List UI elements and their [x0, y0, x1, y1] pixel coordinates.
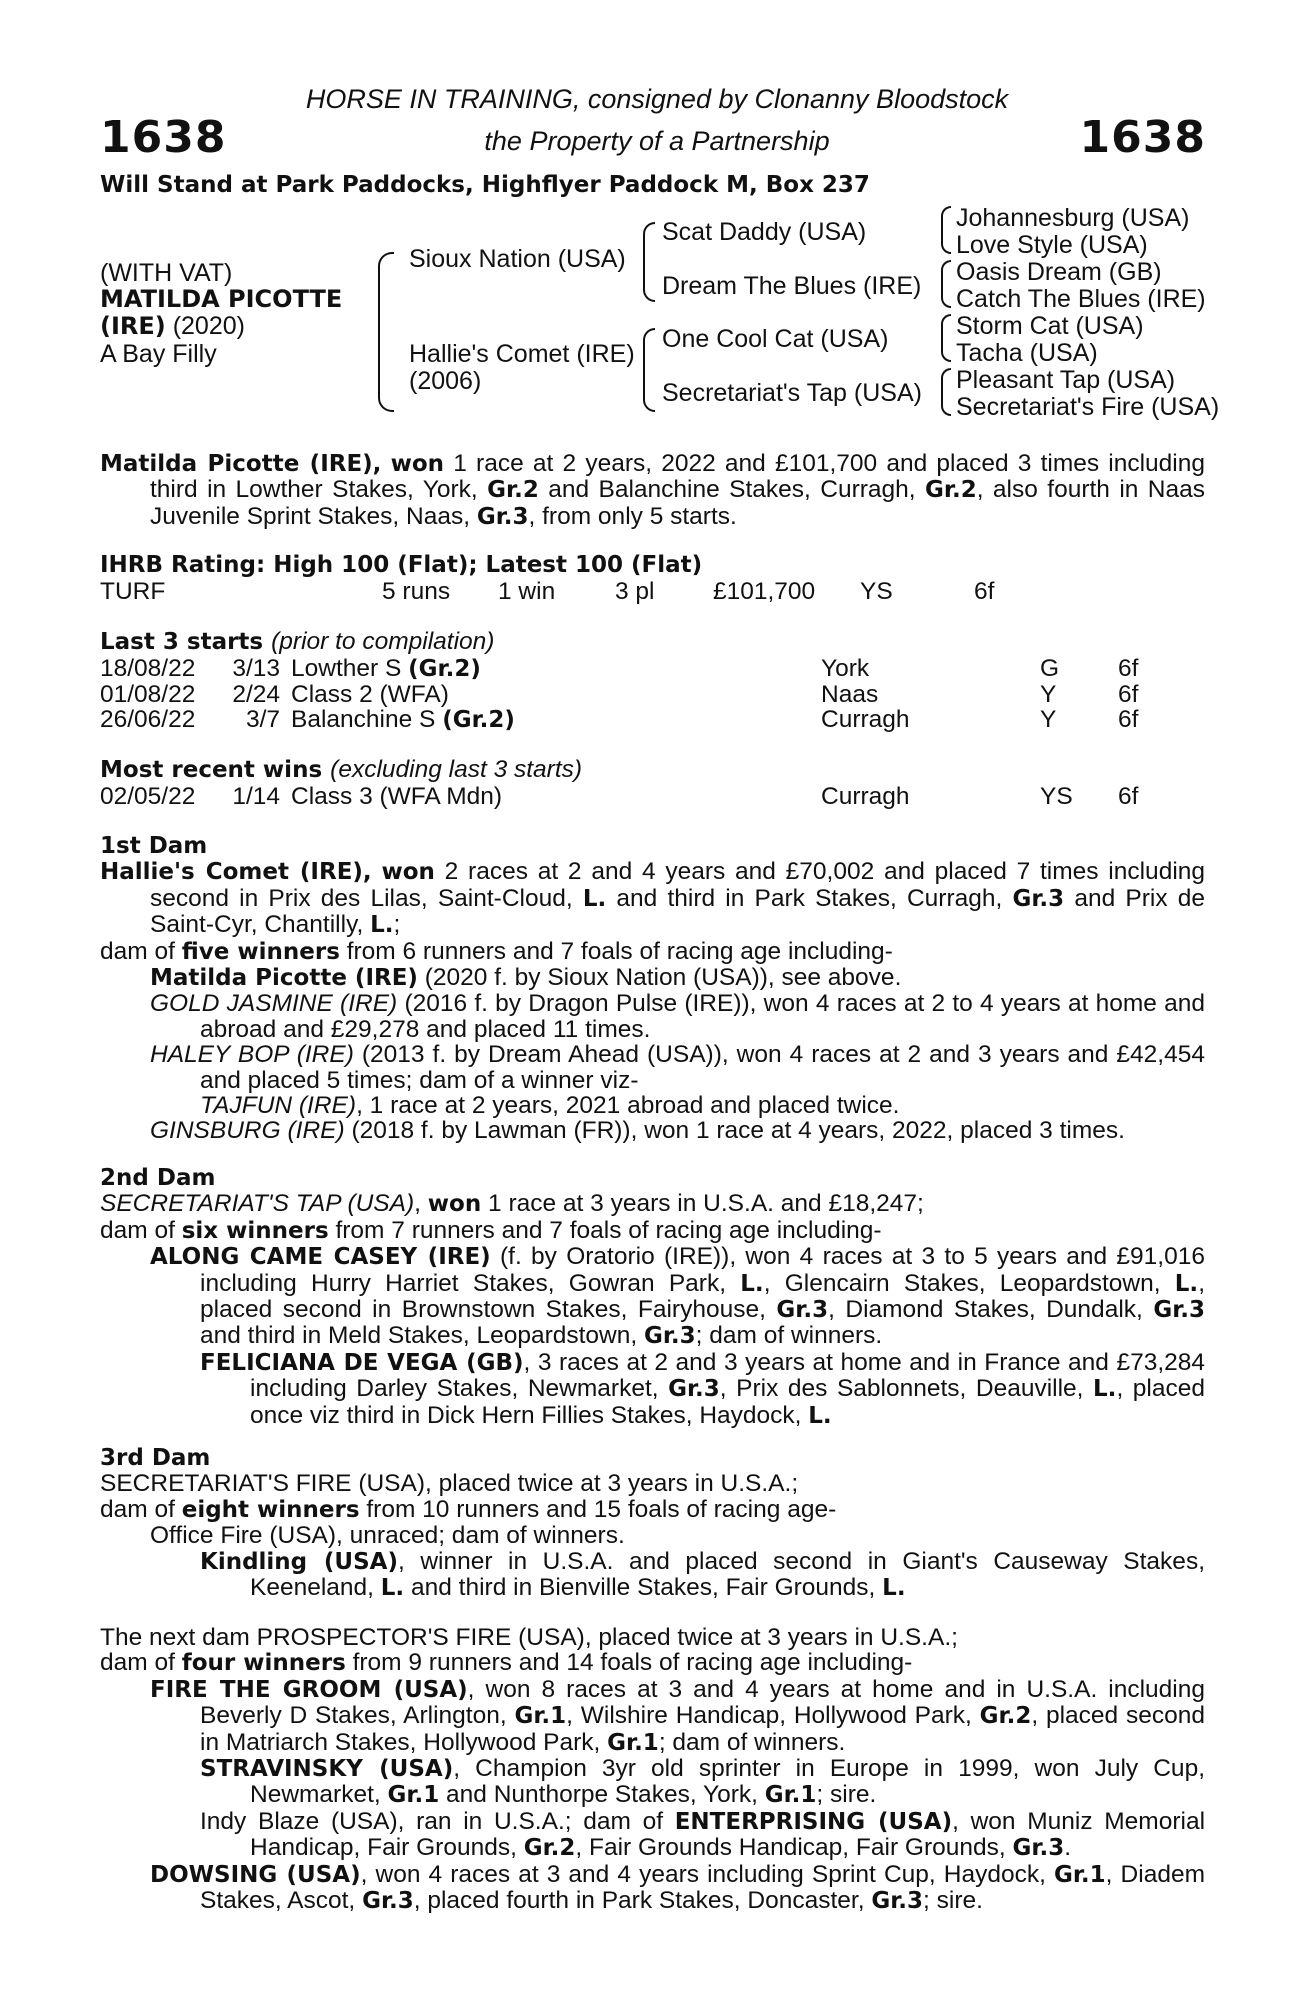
- recent-win-date: 02/05/22: [100, 783, 196, 811]
- last-start-race-name: Lowther S: [291, 655, 409, 683]
- last-start-row: [100, 655, 1205, 683]
- grade-badge: Gr.2: [925, 477, 977, 504]
- last-starts-heading: [100, 629, 1205, 655]
- listed-badge: L.: [380, 1575, 405, 1602]
- last-starts-title: Last 3 starts: [100, 629, 264, 655]
- brace-g4: [941, 368, 951, 416]
- property-line: the Property of a Partnership: [484, 126, 830, 156]
- dam-text: and Prix de Saint-Cyr, Chantilly,: [150, 884, 1205, 939]
- dam-won: won: [427, 1191, 482, 1218]
- dam-of-text: from 9 runners and 14 foals of racing age including-: [345, 1649, 913, 1677]
- grade-badge: Gr.3: [1153, 1297, 1205, 1324]
- dam-name: SECRETARIAT'S TAP (USA): [100, 1190, 415, 1218]
- summary-horse-name: Matilda Picotte (IRE),: [100, 451, 382, 477]
- rating-going: YS: [860, 578, 893, 606]
- consignor-line: HORSE IN TRAINING, consigned by Clonanny Bloodstock: [305, 84, 1009, 114]
- offspring-name: GOLD JASMINE (IRE): [150, 990, 398, 1018]
- grade-badge: Gr.2: [979, 1703, 1032, 1730]
- dam-of-text: dam of: [100, 1216, 182, 1244]
- offspring-name: FIRE THE GROOM (USA): [150, 1676, 468, 1703]
- first-dam: [100, 834, 1205, 1144]
- listed-badge: L.: [882, 1575, 906, 1602]
- offspring-text: (2013 f. by Dream Ahead (USA)), won 4 races at 2 and 3 years and £42,454 and placed 5 times; dam of a winner viz-: [200, 1041, 1205, 1094]
- offspring-entry: [100, 1118, 1205, 1143]
- rating-placed: 3 pl: [615, 578, 655, 606]
- grand-offspring-entry: FELICIANA DE VEGA (GB), 3 races at 2 and 3 years at home and in France and £73,284 including Darley Stakes, Newmarket, Gr.3, Prix des Sablonnets, Deauville, L., placed once viz third in Dick Hern Fillies Stakes, Haydock, L.: [200, 1348, 1206, 1429]
- lot-number-right: 1638: [1079, 112, 1206, 163]
- last-start-race-name: Balanchine S: [291, 706, 443, 734]
- offspring-name: GINSBURG (IRE): [150, 1117, 345, 1145]
- summary-text: , from only 5 starts.: [528, 502, 737, 530]
- grade-badge: Gr.3: [871, 1888, 924, 1915]
- last-start-dist: 6f: [1118, 706, 1139, 734]
- vat-note: (WITH VAT): [100, 259, 233, 287]
- offspring-name: DOWSING (USA): [150, 1861, 361, 1888]
- last-start-race: Class 2 (WFA): [291, 680, 449, 708]
- summary-text: 1 race at 2 years, 2022 and £101,700 and placed 3 times including third in Lowther Stakes, York,: [150, 450, 1205, 504]
- grade-badge: (Gr.2): [408, 656, 481, 683]
- summary-text: and Balanchine Stakes, Curragh,: [538, 476, 926, 504]
- rating-wins: 1 win: [498, 578, 556, 606]
- dam-sire: One Cool Cat (USA): [662, 325, 889, 353]
- last-start-pos: 3/7: [245, 706, 280, 734]
- last-start-date: 01/08/22: [100, 680, 196, 708]
- gg-8: Secretariat's Fire (USA): [956, 393, 1220, 421]
- last-start-race: [291, 706, 515, 734]
- second-dam-heading: 2nd Dam: [100, 1165, 216, 1191]
- gg-1: Johannesburg (USA): [956, 204, 1190, 232]
- winners-count: eight winners: [181, 1496, 360, 1523]
- grade-badge: Gr.3: [476, 503, 529, 530]
- last-start-race: [291, 655, 481, 683]
- offspring-text: (2016 f. by Dragon Pulse (IRE)), won 4 races at 2 to 4 years at home and abroad and £29,278 and placed 11 times.: [200, 990, 1205, 1043]
- summary-text: , also fourth in Naas Juvenile Sprint Stakes, Naas,: [150, 476, 1206, 530]
- grade-badge: Gr.1: [387, 1782, 440, 1809]
- gg-6: Tacha (USA): [956, 339, 1098, 367]
- brace-sire: [643, 222, 655, 302]
- grand-offspring-entry: Kindling (USA), winner in U.S.A. and placed second in Giant's Causeway Stakes, Keeneland, L. and third in Bienville Stakes, Fair Grounds, L.: [200, 1547, 1205, 1602]
- horse-name: MATILDA PICOTTE: [100, 285, 343, 313]
- stand-location: Will Stand at Park Paddocks, Highflyer Paddock M, Box 237: [100, 172, 870, 198]
- offspring-text: , 1 race at 2 years, 2021 abroad and placed twice.: [356, 1092, 900, 1120]
- offspring-name: TAJFUN (IRE): [200, 1092, 357, 1120]
- offspring-text: (2018 f. by Lawman (FR)), won 1 race at 4 years, 2022, placed 3 times.: [344, 1117, 1125, 1145]
- grade-badge: Gr.3: [668, 1376, 720, 1403]
- recent-win-going: YS: [1040, 783, 1073, 811]
- last-starts-rows: [100, 655, 1205, 734]
- dam-of-text: dam of: [100, 1649, 182, 1677]
- offspring-name: STRAVINSKY (USA): [200, 1756, 454, 1783]
- grade-badge: (Gr.2): [442, 707, 515, 734]
- grade-badge: Gr.1: [1053, 1861, 1106, 1888]
- summary-paragraph: [100, 451, 1205, 530]
- dam-of-text: dam of: [100, 937, 182, 965]
- winners-count: five winners: [181, 938, 340, 965]
- grand-offspring-entry: [100, 1093, 1205, 1118]
- grade-badge: Gr.3: [776, 1297, 829, 1324]
- recent-wins-heading: [100, 757, 1205, 783]
- recent-wins-rows: [100, 783, 1205, 811]
- horse-origin: [100, 312, 245, 341]
- dam-year: (2006): [409, 367, 482, 395]
- listed-badge: L.: [582, 885, 607, 912]
- last-start-dist: 6f: [1118, 655, 1139, 683]
- grand-offspring-entry: STRAVINSKY (USA), Champion 3yr old sprinter in Europe in 1999, won July Cup, Newmarket, Gr.1 and Nunthorpe Stakes, York, Gr.1; sire.: [200, 1755, 1205, 1809]
- listed-badge: L.: [1093, 1376, 1117, 1403]
- offspring-entry: Office Fire (USA), unraced; dam of winners.: [150, 1522, 625, 1550]
- grade-badge: Gr.1: [514, 1703, 567, 1730]
- dam-text: ;: [393, 911, 401, 939]
- listed-badge: L.: [740, 1270, 764, 1297]
- last-start-date: 26/06/22: [100, 706, 196, 734]
- dam-of-text: from 7 runners and 7 foals of racing age including-: [328, 1216, 882, 1244]
- dam-text: 1 race at 3 years in U.S.A. and £18,247;: [481, 1190, 924, 1218]
- grade-badge: Gr.2: [523, 1835, 576, 1862]
- fourth-dam-record: The next dam PROSPECTOR'S FIRE (USA), placed twice at 3 years in U.S.A.;: [100, 1624, 958, 1651]
- dam-name: Hallie's Comet (IRE),: [100, 859, 372, 886]
- rating-distance: 6f: [974, 578, 995, 606]
- race-summary: [100, 451, 1205, 530]
- grade-badge: Gr.1: [764, 1782, 817, 1809]
- dam-of-text: from 6 runners and 7 foals of racing age including-: [339, 937, 893, 965]
- sire-sire: Scat Daddy (USA): [662, 218, 867, 246]
- first-dam-record: [100, 859, 1205, 938]
- last-start-date: 18/08/22: [100, 655, 196, 683]
- lot-number-left: 1638: [100, 112, 227, 163]
- gg-5: Storm Cat (USA): [956, 312, 1144, 340]
- rating-surface: TURF: [100, 578, 166, 606]
- dam-text: ,: [414, 1190, 428, 1218]
- last-start-course: York: [821, 655, 870, 683]
- recent-win-dist: 6f: [1118, 783, 1139, 811]
- grade-badge: Gr.3: [643, 1323, 696, 1350]
- last-starts-note: (prior to compilation): [271, 628, 495, 655]
- brace-g3: [941, 314, 951, 362]
- winners-count: six winners: [181, 1217, 329, 1244]
- third-dam-heading: 3rd Dam: [100, 1445, 211, 1471]
- horse-year: (2020): [172, 312, 245, 340]
- second-dam-produce: [100, 1218, 1205, 1244]
- offspring-entry: ALONG CAME CASEY (IRE) (f. by Oratorio (IRE)), won 4 races at 3 to 5 years and £91,016 including Hurry Harriet Stakes, Gowran Park, L., Glencairn Stakes, Leopardstown, L., placed second in Brownstown Stakes, Fairyhouse, Gr.3, Diamond Stakes, Dundalk, Gr.3 and third in Meld Stakes, Leopardstown, Gr.3; dam of winners.: [150, 1243, 1205, 1350]
- rating-runs: 5 runs: [382, 578, 451, 606]
- sire: Sioux Nation (USA): [409, 245, 626, 273]
- recent-win-course: Curragh: [821, 783, 910, 811]
- rating-earnings: £101,700: [713, 578, 816, 606]
- horse-country: (IRE): [100, 312, 166, 340]
- offspring-name: ENTERPRISING (USA): [674, 1808, 953, 1835]
- dam-text: 2 races at 2 and 4 years and £70,002 and placed 7 times including second in Prix des Lilas, Saint-Cloud,: [150, 858, 1206, 912]
- recent-wins-note: (excluding last 3 starts): [330, 756, 583, 783]
- offspring-text: (2020 f. by Sioux Nation (USA)), see above.: [417, 964, 902, 992]
- gg-2: Love Style (USA): [956, 231, 1148, 259]
- last-starts: [100, 629, 1205, 732]
- last-start-row: [100, 706, 1205, 734]
- offspring-entry: [100, 991, 1205, 1042]
- recent-win-race: Class 3 (WFA Mdn): [291, 783, 503, 811]
- brace-g1: [941, 206, 951, 254]
- grade-badge: Gr.3: [362, 1888, 414, 1915]
- grade-badge: Gr.3: [1012, 1835, 1065, 1862]
- recent-win-row: [100, 783, 1205, 811]
- second-dam-record: [100, 1191, 1205, 1217]
- winners-count: four winners: [181, 1650, 346, 1677]
- offspring-entry: [100, 1042, 1205, 1093]
- first-dam-heading: 1st Dam: [100, 833, 208, 859]
- brace-gen1: [378, 252, 394, 412]
- sire-dam: Dream The Blues (IRE): [662, 272, 922, 300]
- offspring-name: ALONG CAME CASEY (IRE): [150, 1244, 491, 1271]
- gg-4: Catch The Blues (IRE): [956, 285, 1206, 313]
- recent-win-pos: 1/14: [232, 783, 280, 811]
- last-start-course: Naas: [821, 680, 879, 708]
- grade-badge: Gr.3: [1012, 885, 1065, 912]
- gg-7: Pleasant Tap (USA): [956, 366, 1176, 394]
- last-start-going: G: [1040, 655, 1060, 683]
- dam-dam: Secretariat's Tap (USA): [662, 379, 922, 407]
- dam: Hallie's Comet (IRE): [409, 340, 635, 368]
- offspring-name: Kindling (USA): [200, 1548, 398, 1575]
- brace-g2: [941, 260, 951, 308]
- grade-badge: Gr.1: [607, 1729, 659, 1756]
- summary-won: won: [390, 451, 445, 477]
- rating-title: IHRB Rating: High 100 (Flat); Latest 100 (Flat): [100, 552, 703, 578]
- offspring-entry: DOWSING (USA), won 4 races at 3 and 4 years including Sprint Cup, Haydock, Gr.1, Diadem Stakes, Ascot, Gr.3, placed fourth in Park Stakes, Doncaster, Gr.3; sire.: [150, 1860, 1205, 1915]
- last-start-dist: 6f: [1118, 680, 1139, 708]
- recent-wins: [100, 757, 1205, 809]
- dam-of-text: from 10 runners and 15 foals of racing age-: [359, 1495, 837, 1523]
- third-dam-record: SECRETARIAT'S FIRE (USA), placed twice at 3 years in U.S.A.;: [100, 1470, 799, 1498]
- last-start-pos: 3/13: [232, 655, 280, 683]
- horse-description: A Bay Filly: [100, 340, 217, 368]
- last-start-pos: 2/24: [232, 680, 280, 708]
- second-dam: [100, 1166, 1205, 1429]
- fourth-dam-produce: [100, 1650, 1205, 1676]
- listed-badge: L.: [1174, 1270, 1199, 1297]
- third-dam-produce: [100, 1497, 1205, 1523]
- last-start-going: Y: [1040, 706, 1057, 734]
- listed-badge: L.: [370, 912, 394, 939]
- rating-block: [100, 553, 1205, 604]
- dam-text: and third in Park Stakes, Curragh,: [606, 884, 1013, 912]
- grand-offspring-entry: Indy Blaze (USA), ran in U.S.A.; dam of ENTERPRISING (USA), won Muniz Memorial Handicap, Fair Grounds, Gr.2, Fair Grounds Handicap, Fair Grounds, Gr.3.: [200, 1807, 1206, 1862]
- recent-wins-title: Most recent wins: [100, 757, 323, 783]
- fourth-dam: [100, 1625, 1205, 1914]
- last-start-row: [100, 681, 1205, 706]
- offspring-name: Matilda Picotte (IRE): [150, 965, 418, 992]
- last-start-going: Y: [1040, 680, 1057, 708]
- last-start-course: Curragh: [821, 706, 910, 734]
- gg-3: Oasis Dream (GB): [956, 258, 1162, 286]
- offspring-entry: [100, 965, 1205, 991]
- offspring-name: HALEY BOP (IRE): [150, 1041, 354, 1069]
- dam-of-text: dam of: [100, 1495, 182, 1523]
- listed-badge: L.: [808, 1402, 832, 1429]
- offspring-entry: FIRE THE GROOM (USA), won 8 races at 3 and 4 years at home and in U.S.A. including Beverly D Stakes, Arlington, Gr.1, Wilshire Handicap, Hollywood Park, Gr.2, placed second in Matriarch Stakes, Hollywood Park, Gr.1; dam of winners.: [150, 1675, 1205, 1756]
- dam-won: won: [381, 859, 435, 886]
- offspring-name: FELICIANA DE VEGA (GB): [200, 1349, 524, 1376]
- first-dam-produce: [100, 939, 1205, 965]
- third-dam: [100, 1446, 1205, 1601]
- grade-badge: Gr.2: [487, 477, 539, 504]
- rating-row: [100, 578, 1205, 604]
- brace-dam: [643, 328, 655, 412]
